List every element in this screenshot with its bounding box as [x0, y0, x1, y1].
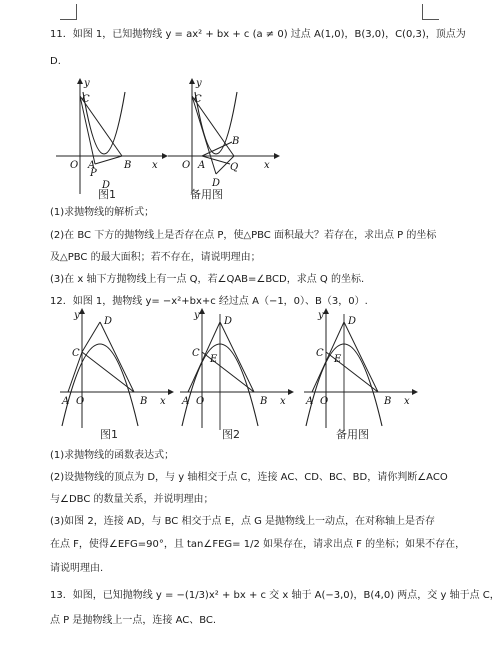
fig12c-y-label: y: [318, 310, 324, 321]
fig11a-point-b: B: [124, 160, 132, 171]
problem-11-q3: (3)在 x 轴下方抛物线上有一点 Q，若∠QAB=∠BCD，求点 Q 的坐标.: [50, 274, 365, 285]
fig11a-point-a: A: [88, 160, 96, 171]
problem-11-q1: (1)求抛物线的解析式；: [50, 207, 155, 218]
problem-13-intro-cont: 点 P 是抛物线上一点，连接 AC、BC.: [50, 615, 217, 626]
fig12a-point-d: D: [104, 316, 113, 327]
problem-12-q2-cont: 与∠DBC 的数量关系，并说明理由；: [50, 494, 214, 505]
fig12b-caption: 图2: [222, 428, 240, 441]
figure-12-diagram-1: [56, 306, 176, 442]
fig11b-point-d: D: [212, 178, 221, 189]
fig12c-point-b: B: [384, 396, 392, 407]
fig11b-point-q: Q: [230, 162, 239, 173]
fig12c-point-e: E: [334, 354, 342, 365]
fig12a-caption: 图1: [100, 428, 118, 441]
fig11b-point-b: B: [232, 136, 240, 147]
problem-12-intro: 12．如图 1，抛物线 y= −x²+bx+c 经过点 A（−1，0）、B（3，0）.: [50, 296, 368, 307]
problem-12-q3-cont: 在点 F，使得∠EFG=90°，且 tan∠FEG= 1/2 如果存在，请求出点 F 的坐标；如果不存在，: [50, 539, 466, 550]
fig11a-x-label: x: [152, 160, 158, 171]
fig12c-caption: 备用图: [336, 428, 369, 441]
fig11a-point-c: C: [82, 94, 90, 105]
fig12a-point-a: A: [62, 396, 70, 407]
fig12a-point-b: B: [140, 396, 148, 407]
fig11b-origin-label: O: [182, 160, 191, 171]
fig11b-y-label: y: [196, 78, 202, 89]
fig12c-point-d: D: [348, 316, 357, 327]
fig11a-point-p: P: [90, 168, 97, 179]
figure-11-diagram-2: [162, 76, 282, 200]
fig12b-point-b: B: [260, 396, 268, 407]
crop-mark-top-right-v: [422, 4, 423, 20]
crop-mark-top-left-v: [76, 4, 77, 20]
fig12b-point-e: E: [210, 354, 218, 365]
problem-11-q2-cont: 及△PBC 的最大面积；若不存在，请说明理由；: [50, 252, 261, 263]
problem-12-q2: (2)设抛物线的顶点为 D，与 y 轴相交于点 C，连接 AC、CD、BC、BD，请你判断∠ACO: [50, 472, 448, 483]
fig12b-point-c: C: [192, 348, 200, 359]
figure-11-diagram-1: [50, 76, 170, 200]
fig11a-y-label: y: [84, 78, 90, 89]
problem-12-q1: (1)求抛物线的函数表达式；: [50, 450, 175, 461]
figure-12-diagram-2: [176, 306, 296, 442]
fig11a-origin-label: O: [70, 160, 79, 171]
fig12a-point-c: C: [72, 348, 80, 359]
fig11b-caption: 备用图: [190, 188, 223, 200]
figure-12-diagram-3: [300, 306, 420, 442]
fig12b-point-a: A: [182, 396, 190, 407]
fig11a-caption: 图1: [98, 188, 116, 200]
problem-12-q3-end: 请说明理由.: [50, 563, 104, 574]
fig11a-point-d: D: [102, 180, 111, 191]
problem-11-q2: (2)在 BC 下方的抛物线上是否存在点 P，使△PBC 面积最大？若存在，求出点 P 的坐标: [50, 230, 437, 241]
fig12b-x-label: x: [280, 396, 286, 407]
fig12a-x-label: x: [160, 396, 166, 407]
fig12a-origin-label: O: [76, 396, 85, 407]
fig12b-origin-label: O: [196, 396, 205, 407]
fig12a-y-label: y: [74, 310, 80, 321]
fig11b-point-c: C: [194, 94, 202, 105]
fig12c-origin-label: O: [320, 396, 329, 407]
crop-mark-top-right-h: [423, 19, 439, 20]
crop-mark-top-left-h: [60, 19, 76, 20]
fig12b-point-d: D: [224, 316, 233, 327]
fig12c-x-label: x: [404, 396, 410, 407]
fig12c-point-a: A: [306, 396, 314, 407]
fig11b-x-label: x: [264, 160, 270, 171]
problem-13-intro: 13．如图，已知抛物线 y = −(1/3)x² + bx + c 交 x 轴于 A(−3,0)，B(4,0) 两点，交 y 轴于点 C，: [50, 590, 500, 601]
problem-11-intro: 11．如图 1，已知抛物线 y = ax² + bx + c (a ≠ 0) 过点 A(1,0)，B(3,0)，C(0,3)，顶点为: [50, 29, 466, 40]
problem-12-q3: (3)如图 2，连接 AD，与 BC 相交于点 E，点 G 是抛物线上一动点，在对称轴上是否存: [50, 516, 436, 527]
fig12c-point-c: C: [316, 348, 324, 359]
problem-11-vertex: D.: [50, 56, 61, 67]
fig12b-y-label: y: [194, 310, 200, 321]
fig11b-point-a: A: [198, 160, 206, 171]
